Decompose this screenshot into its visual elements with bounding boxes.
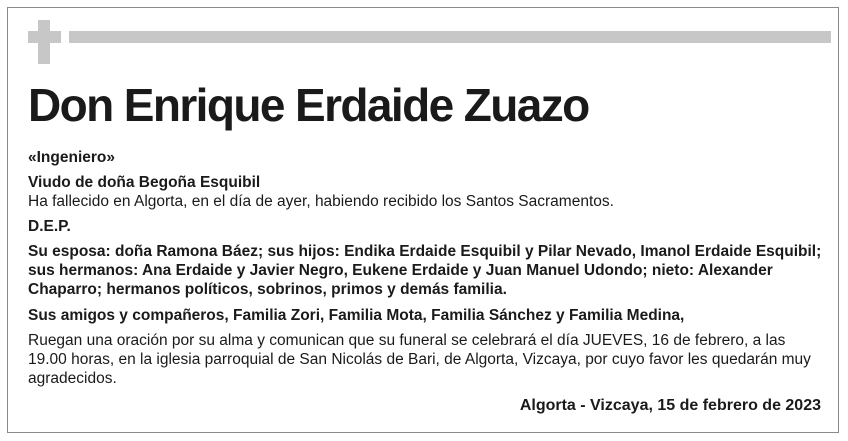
family-list: Su esposa: doña Ramona Báez; sus hijos: Endika Erdaide Esquibil y Pilar Nevado, Imanol Erdaide Esquibil; sus hermanos: Ana Erdaide y Javier Negro, Eukene Erdaide y Juan Manuel Udondo; nieto: Alexander Chaparro; hermanos políticos, sobrinos, primos y demás familia. [28, 243, 822, 298]
widower-line: Viudo de doña Begoña Esquibil [28, 174, 261, 191]
passing-notice: Ha fallecido en Algorta, en el día de ayer, habiendo recibido los Santos Sacramentos. [28, 193, 614, 210]
friends-list: Sus amigos y compañeros, Familia Zori, Familia Mota, Familia Sánchez y Familia Medina, [28, 307, 685, 324]
profession: «Ingeniero» [28, 149, 115, 166]
obituary-body [28, 148, 828, 388]
obituary-card [7, 7, 839, 433]
funeral-request: Ruegan una oración por su alma y comunican que su funeral se celebrará el día JUEVES, 16 de febrero, a las 19.00 horas, en la iglesia parroquial de San Nicolás de Bari, de Algorta, Vizcaya, por cuyo favor les quedarán muy agradecidos. [28, 332, 811, 387]
place-and-date: Algorta - Vizcaya, 15 de febrero de 2023 [519, 397, 821, 414]
deceased-name: Don Enrique Erdaide Zuazo [28, 79, 589, 131]
cross-icon-bar [28, 31, 61, 43]
header-rule [69, 31, 831, 43]
rip-line: D.E.P. [28, 218, 71, 235]
